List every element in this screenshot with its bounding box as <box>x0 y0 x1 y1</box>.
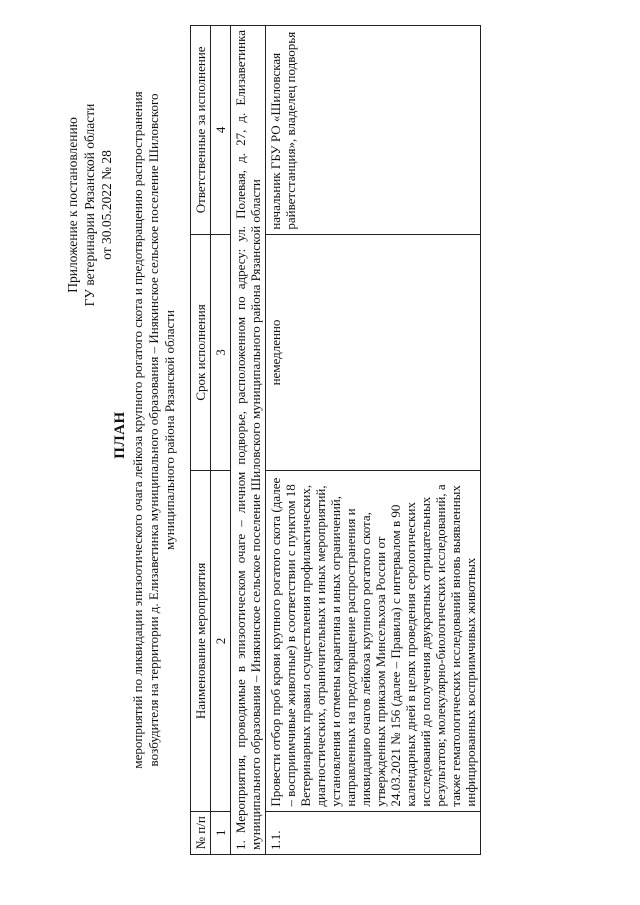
appendix-line-1: Приложение к постановлению <box>65 117 80 293</box>
header-num: № п/п <box>191 811 211 854</box>
header-name: Наименование мероприятия <box>191 471 211 811</box>
column-number-row <box>211 26 231 855</box>
row-measure: Провести отбор проб крови крупного рогатого скота (далее – восприимчивые животные) в соответствии с пунктом 18 Ветеринарных правил осуществления профилактических, диагностических, ограничительных и иных мероприятий, установления и отмены карантина и иных ограничений, направленных на предотвращение распространения и ликвидацию очагов лейкоза крупного рогатого скота, утвержденных приказом Минсельхоза России от 24.03.2021 № 156 (далее – Правила) с интервалом в 90 календарных дней в целях проведения серологических исследований до получения двукратных отрицательных результатов; молекулярно-биологических исследований, а также гематологических исследований вновь выявленных инфицированных восприимчивых животных <box>266 471 481 811</box>
header-resp: Ответственные за исполнение <box>191 26 211 235</box>
row-number: 1.1. <box>266 811 481 854</box>
column-number-3: 3 <box>211 234 231 471</box>
appendix-line-3: от 30.05.2022 № 28 <box>99 150 114 260</box>
section-row <box>231 26 266 855</box>
plan-subtitle: мероприятий по ликвидации эпизоотического очага лейкоза крупного рогатого скота и предотвращению распространения возбудителя на территории д. Елизаветинка муниципального образования – Инякинское сельское поселение Шиловского муниципального района Рязанской области <box>130 91 177 769</box>
plan-title: ПЛАН <box>112 411 128 459</box>
column-number-2: 2 <box>211 471 231 811</box>
column-number-4: 4 <box>211 26 231 235</box>
section-title <box>231 26 266 855</box>
table-header-row <box>191 26 211 855</box>
row-responsible: начальник ГБУ РО «Шиловская райветстанция», владелец подворья <box>266 26 481 235</box>
header-term: Срок исполнения <box>191 234 211 471</box>
section-title-text: 1. Мероприятия, проводимые в эпизоотическом очаге – личном подворье, расположенном по адресу: ул. Полевая, д. 27, д. Елизаветинка муниципального образования – Инякинское сельское поселение Шиловского муниципального района Рязанской области <box>233 30 263 850</box>
row-term: немедленно <box>266 234 481 471</box>
table-row <box>266 26 481 855</box>
appendix-line-2: ГУ ветеринарии Рязанской области <box>82 103 97 307</box>
column-number-1: 1 <box>211 811 231 854</box>
plan-table <box>190 25 481 855</box>
appendix-block <box>64 65 115 345</box>
